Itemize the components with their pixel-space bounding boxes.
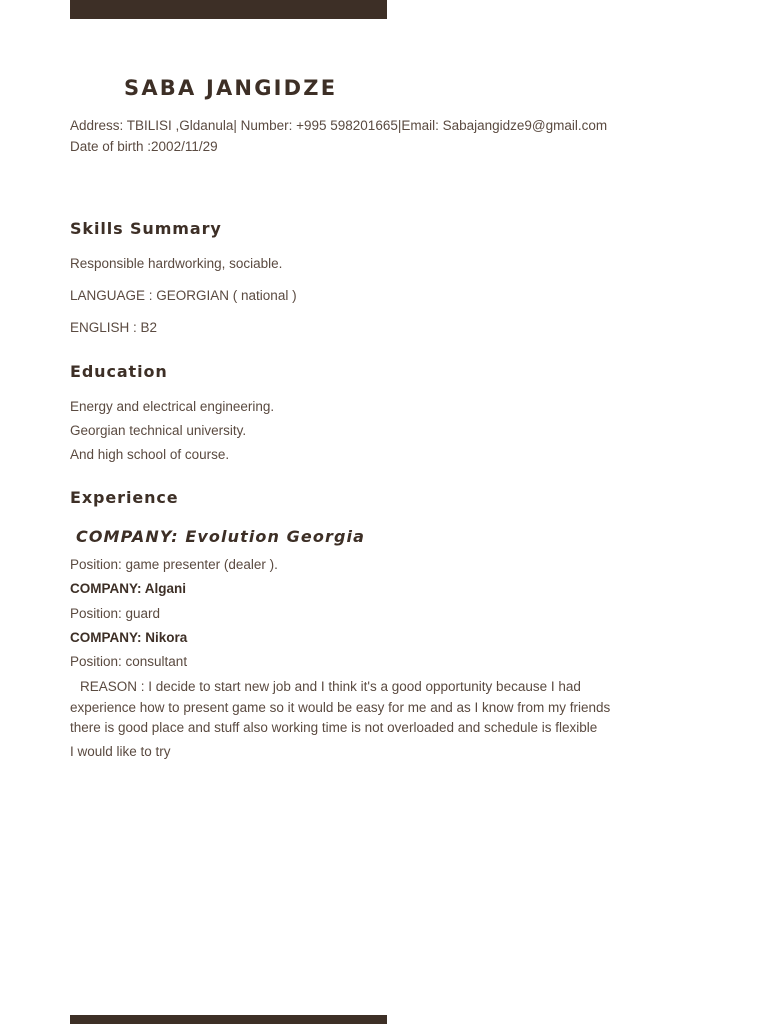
reason-line: experience how to present game so it would be easy for me and as I know from my friends xyxy=(70,699,611,715)
company-name: COMPANY: Nikora xyxy=(70,630,188,645)
education-item: Energy and electrical engineering. xyxy=(70,399,275,414)
reason-line: I would like to try xyxy=(70,743,171,759)
company-name: COMPANY: Algani xyxy=(70,581,186,596)
skills-heading: Skills Summary xyxy=(70,219,222,238)
reason-line: REASON : I decide to start new job and I think it's a good opportunity because I had xyxy=(80,679,581,694)
candidate-name: SABA JANGIDZE xyxy=(124,76,338,100)
skill-item: LANGUAGE : GEORGIAN ( national ) xyxy=(70,288,297,303)
date-of-birth: Date of birth :2002/11/29 xyxy=(70,139,218,154)
position-text: Position: guard xyxy=(70,606,161,621)
skill-item: Responsible hardworking, sociable. xyxy=(70,256,283,271)
bottom-accent-bar xyxy=(70,1015,387,1024)
contact-details: Address: TBILISI ,Gldanula| Number: +995 598201665|Email: Sabajangidze9@gmail.com xyxy=(70,118,608,133)
reason-paragraph xyxy=(70,677,690,762)
skill-item: ENGLISH : B2 xyxy=(70,320,158,335)
experience-heading: Experience xyxy=(70,488,179,507)
reason-line: there is good place and stuff also working time is not overloaded and schedule is flexible xyxy=(70,720,598,735)
education-heading: Education xyxy=(70,362,168,381)
position-text: Position: consultant xyxy=(70,654,188,669)
company-name: COMPANY: Evolution Georgia xyxy=(76,527,365,546)
top-accent-bar xyxy=(70,0,387,19)
education-item: And high school of course. xyxy=(70,447,230,462)
position-text: Position: game presenter (dealer ). xyxy=(70,557,278,572)
education-item: Georgian technical university. xyxy=(70,423,247,438)
